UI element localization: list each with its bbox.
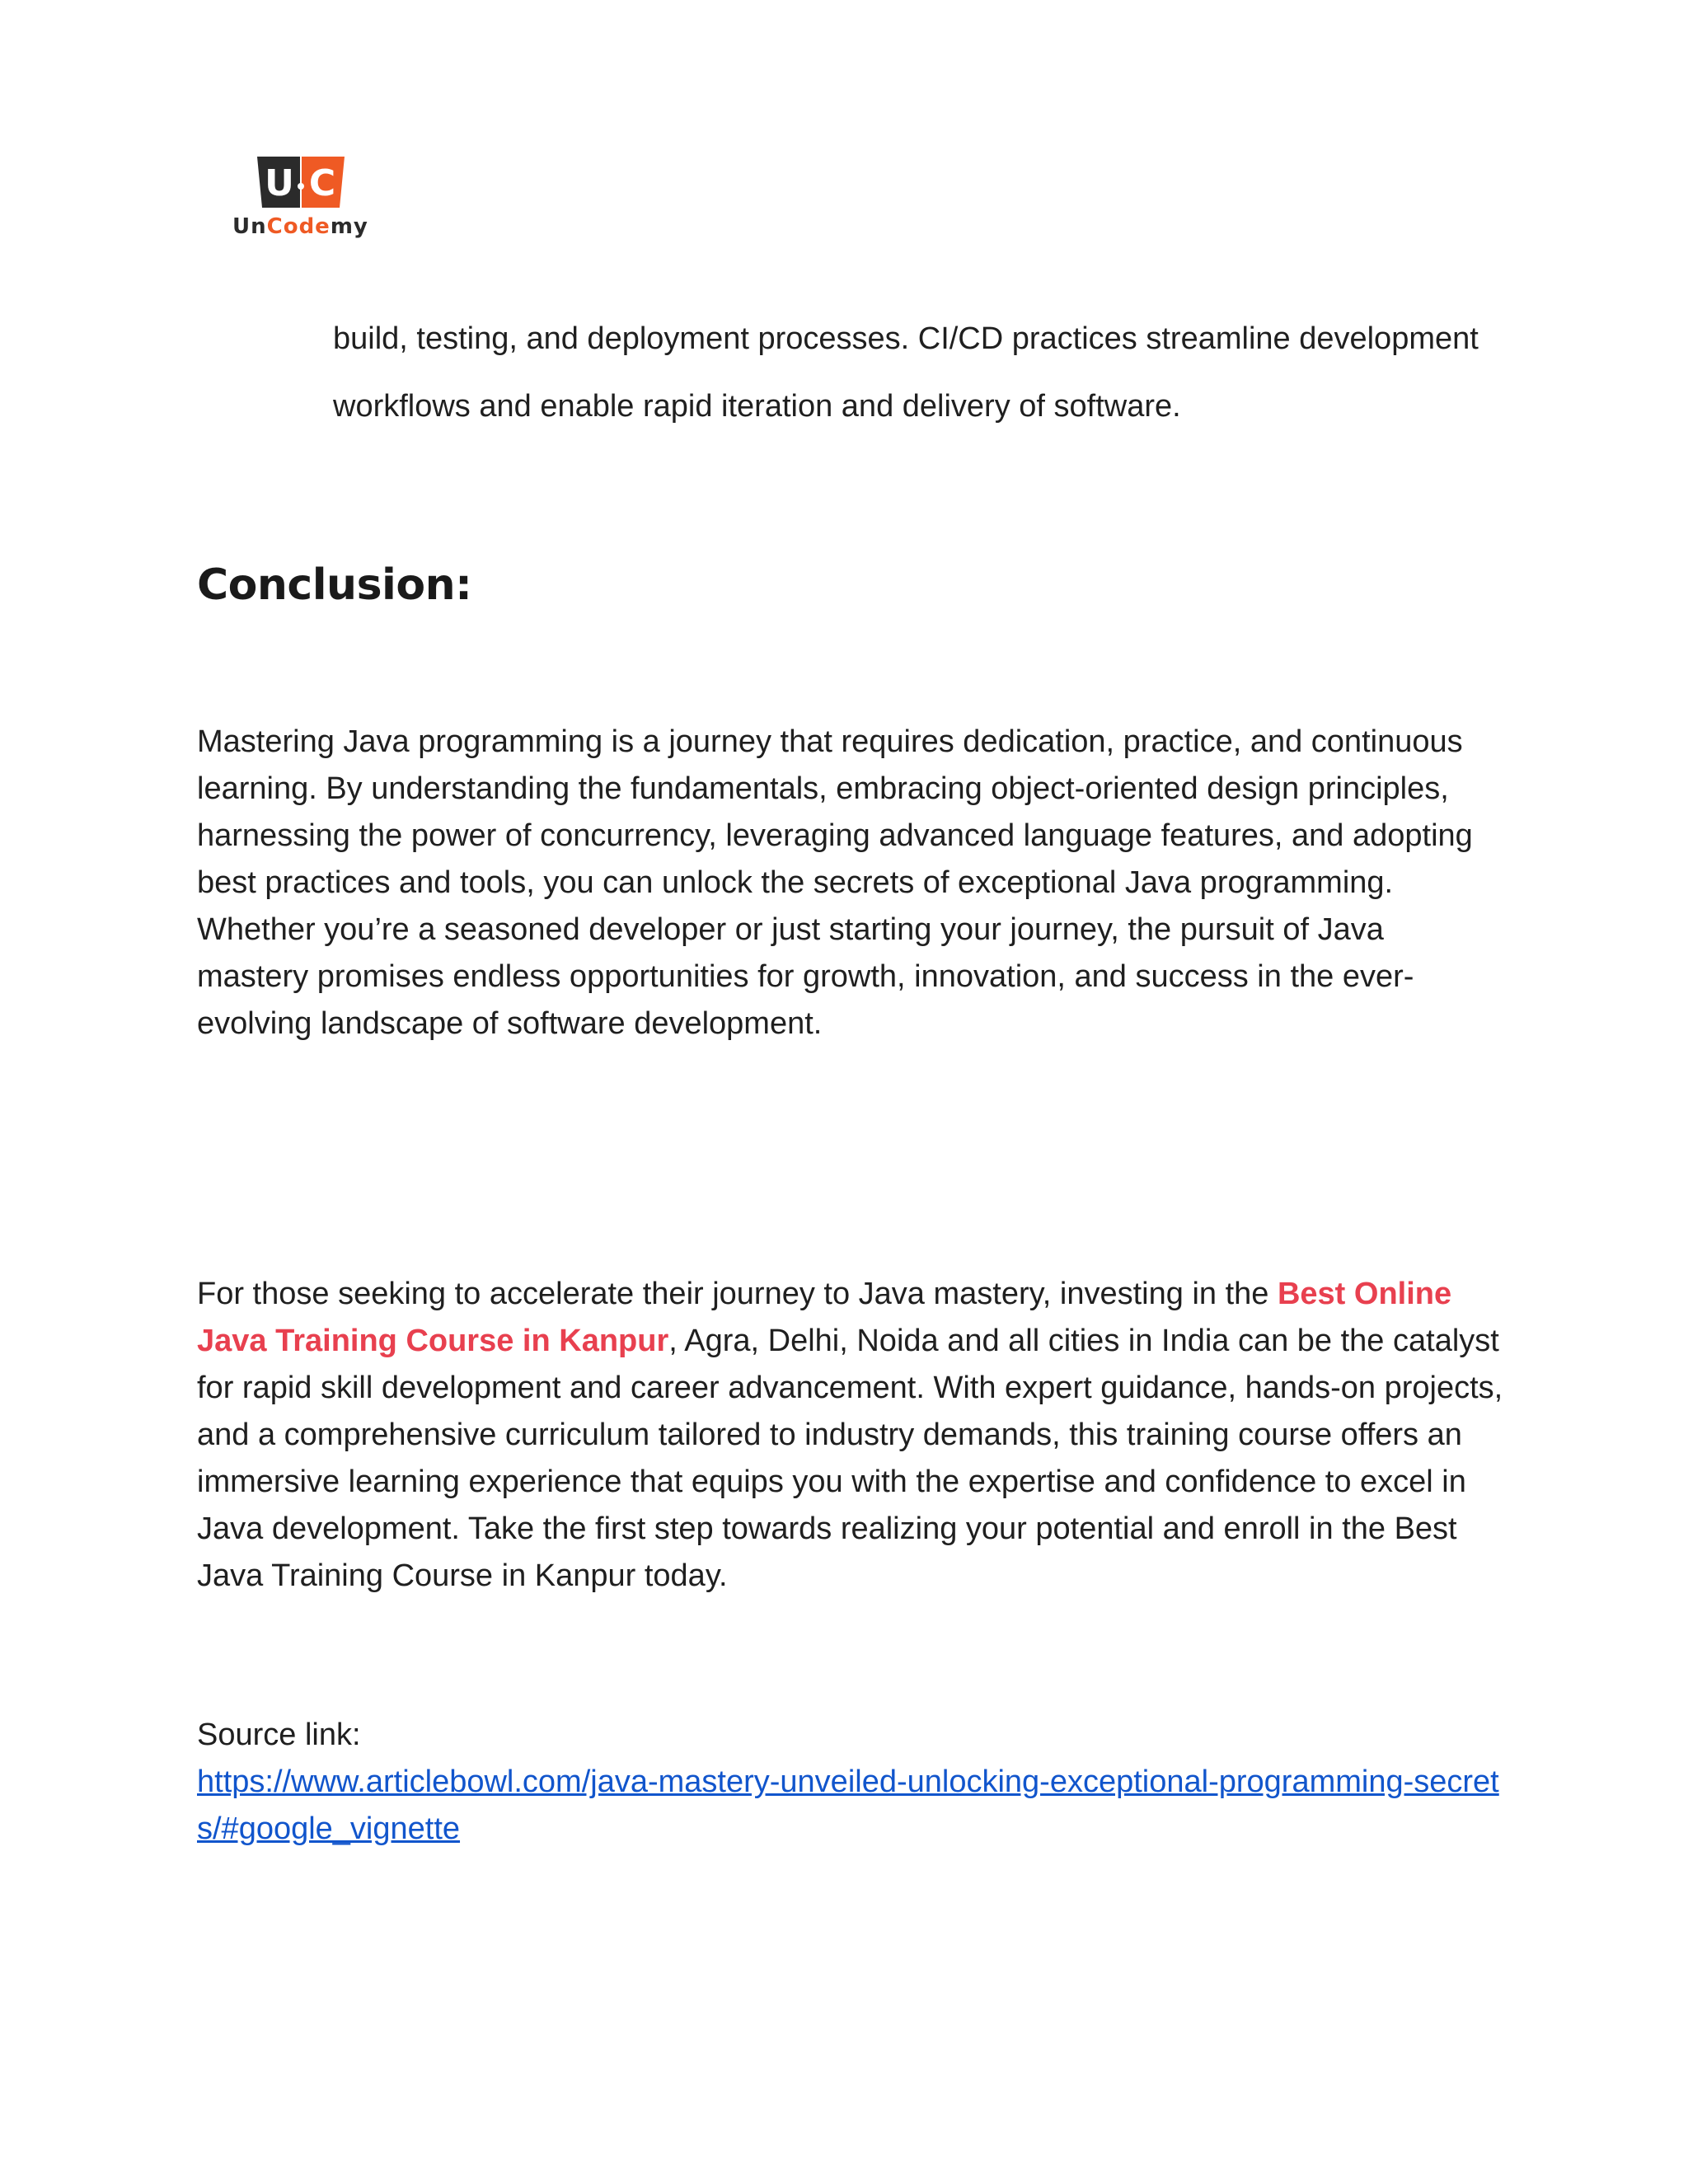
uncodemy-logo [232,157,373,247]
logo-word-part3: my [330,214,368,239]
intro-continuation-text: build, testing, and deployment processes. CI/CD practices streamline development workflows and enable rapid iteration and delivery of software. [333,321,1479,424]
course-highlight: Best Online Java Training Course in Kanpur [197,1277,1452,1358]
conclusion-paragraph-1: Mastering Java programming is a journey that requires dedication, practice, and continuous learning. By understanding the fundamentals, embracing object-oriented design principles, harnessing the power of concurrency, leveraging advanced language features, and adopting best practices and tools, you can unlock the secrets of exceptional Java programming. Whether you’re a seasoned developer or just starting your journey, the pursuit of Java mastery promises endless opportunities for growth, innovation, and success in the ever-evolving landscape of software development. [197,724,1473,1041]
paragraph-2-intro: For those seeking to accelerate their journey to Java mastery, investing in the [197,1277,1278,1311]
source-label: Source link: [197,1718,361,1752]
logo-word-part1: Un [232,214,267,239]
logo-mark-right-letter: C [308,162,336,204]
logo-wordmark [232,214,373,239]
logo-word-part2: Code [266,214,331,239]
source-block [197,1712,1503,1853]
source-link[interactable]: https://www.articlebowl.com/java-mastery-unveiled-unlocking-exceptional-programming-secrets/#google_vignette [197,1765,1499,1846]
conclusion-paragraph-2 [197,1271,1503,1600]
logo-mark-left-letter: U [265,162,294,204]
uc-logo-mark [257,157,345,208]
paragraph-2-body: , Agra, Delhi, Noida and all cities in India can be the catalyst for rapid skill development and career advancement. With expert guidance, hands-on projects, and a comprehensive curriculum tailored to industry demands, this training course offers an immersive learning experience that equips you with the expertise and confidence to excel in Java development. Take the first step towards realizing your potential and enroll in the Best Java Training Course in Kanpur today. [197,1324,1503,1593]
conclusion-heading: Conclusion: [197,560,472,610]
